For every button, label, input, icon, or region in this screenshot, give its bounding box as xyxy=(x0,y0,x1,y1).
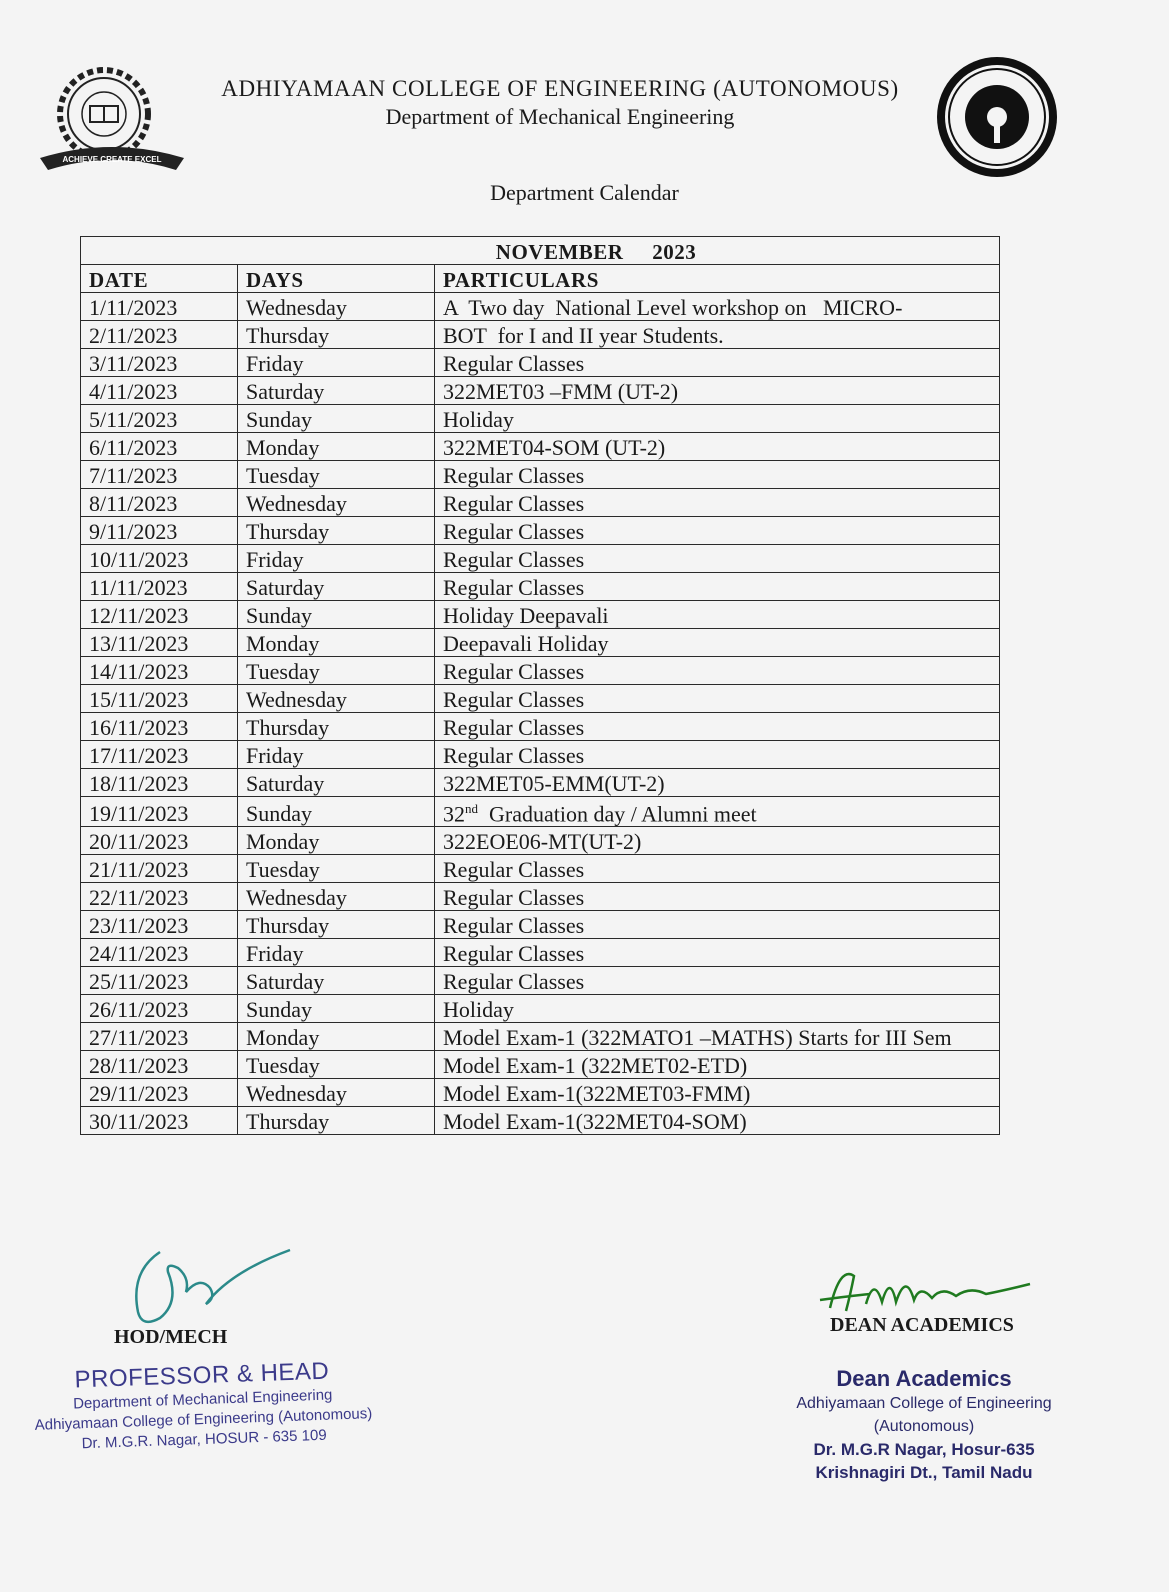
table-row xyxy=(81,1107,1000,1135)
college-logo xyxy=(36,66,188,176)
particulars-cell: Holiday Deepavali xyxy=(435,601,1000,629)
particulars-text: 32 xyxy=(443,801,465,827)
day-cell: Thursday xyxy=(238,713,435,741)
particulars-cell: 322MET03 –FMM (UT-2) xyxy=(435,377,1000,405)
day-cell: Thursday xyxy=(238,517,435,545)
date-cell: 26/11/2023 xyxy=(81,995,238,1023)
date-cell: 4/11/2023 xyxy=(81,377,238,405)
table-row xyxy=(81,433,1000,461)
table-row xyxy=(81,461,1000,489)
particulars-cell: Regular Classes xyxy=(435,855,1000,883)
hod-stamp-line-1: Department of Mechanical Engineering xyxy=(72,1386,333,1413)
particulars-cell: Regular Classes xyxy=(435,461,1000,489)
table-row xyxy=(81,1079,1000,1107)
column-header-days: DAYS xyxy=(238,265,435,293)
table-row xyxy=(81,293,1000,321)
particulars-cell xyxy=(435,797,1000,827)
date-cell: 1/11/2023 xyxy=(81,293,238,321)
date-cell: 9/11/2023 xyxy=(81,517,238,545)
table-row xyxy=(81,995,1000,1023)
particulars-cell: Regular Classes xyxy=(435,741,1000,769)
day-cell: Monday xyxy=(238,827,435,855)
date-cell: 10/11/2023 xyxy=(81,545,238,573)
date-cell: 30/11/2023 xyxy=(81,1107,238,1135)
table-row xyxy=(81,321,1000,349)
table-row xyxy=(81,377,1000,405)
date-cell: 17/11/2023 xyxy=(81,741,238,769)
day-cell: Sunday xyxy=(238,995,435,1023)
particulars-cell: Model Exam-1 (322MATO1 –MATHS) Starts for III Sem xyxy=(435,1023,1000,1051)
department-name: Department of Mechanical Engineering xyxy=(385,104,735,129)
particulars-cell: Model Exam-1(322MET03-FMM) xyxy=(435,1079,1000,1107)
day-cell: Monday xyxy=(238,629,435,657)
particulars-cell: 322EOE06-MT(UT-2) xyxy=(435,827,1000,855)
table-row xyxy=(81,545,1000,573)
day-cell: Friday xyxy=(238,545,435,573)
particulars-cell: BOT for I and II year Students. xyxy=(435,321,1000,349)
day-cell: Thursday xyxy=(238,321,435,349)
day-cell: Saturday xyxy=(238,377,435,405)
day-cell: Friday xyxy=(238,741,435,769)
table-row xyxy=(81,939,1000,967)
date-cell: 11/11/2023 xyxy=(81,573,238,601)
particulars-cell: Deepavali Holiday xyxy=(435,629,1000,657)
table-row xyxy=(81,685,1000,713)
day-cell: Sunday xyxy=(238,601,435,629)
date-cell: 5/11/2023 xyxy=(81,405,238,433)
particulars-cell: Regular Classes xyxy=(435,939,1000,967)
dean-stamp-line-2: Dr. M.G.R Nagar, Hosur-635 xyxy=(813,1440,1035,1459)
document-header xyxy=(200,76,920,130)
date-cell: 15/11/2023 xyxy=(81,685,238,713)
day-cell: Sunday xyxy=(238,797,435,827)
day-cell: Wednesday xyxy=(238,293,435,321)
date-cell: 14/11/2023 xyxy=(81,657,238,685)
date-cell: 18/11/2023 xyxy=(81,769,238,797)
day-cell: Saturday xyxy=(238,967,435,995)
day-cell: Thursday xyxy=(238,1107,435,1135)
dean-stamp-line-1: Adhiyamaan College of Engineering (Autonomous) xyxy=(796,1395,1052,1435)
date-cell: 16/11/2023 xyxy=(81,713,238,741)
date-cell: 6/11/2023 xyxy=(81,433,238,461)
particulars-cell: Regular Classes xyxy=(435,517,1000,545)
college-name: ADHIYAMAAN COLLEGE OF ENGINEERING (AUTONOMOUS) xyxy=(221,76,899,101)
table-row xyxy=(81,741,1000,769)
particulars-cell: A Two day National Level workshop on MICRO- xyxy=(435,293,1000,321)
table-row xyxy=(81,601,1000,629)
table-row xyxy=(81,349,1000,377)
date-cell: 7/11/2023 xyxy=(81,461,238,489)
particulars-cell: 322MET04-SOM (UT-2) xyxy=(435,433,1000,461)
hod-stamp-line-2: Adhiyamaan College of Engineering (Autonomous) xyxy=(34,1405,373,1434)
day-cell: Thursday xyxy=(238,911,435,939)
date-cell: 3/11/2023 xyxy=(81,349,238,377)
date-cell: 13/11/2023 xyxy=(81,629,238,657)
table-row xyxy=(81,713,1000,741)
table-row xyxy=(81,797,1000,827)
day-cell: Wednesday xyxy=(238,883,435,911)
date-cell: 29/11/2023 xyxy=(81,1079,238,1107)
hod-role-label: HOD/MECH xyxy=(114,1326,228,1348)
particulars-cell: Regular Classes xyxy=(435,349,1000,377)
particulars-cell: Regular Classes xyxy=(435,685,1000,713)
particulars-cell: Regular Classes xyxy=(435,967,1000,995)
day-cell: Tuesday xyxy=(238,461,435,489)
particulars-cell: Regular Classes xyxy=(435,713,1000,741)
table-row xyxy=(81,573,1000,601)
dean-stamp-line-3: Krishnagiri Dt., Tamil Nadu xyxy=(815,1463,1033,1482)
dean-stamp-title: Dean Academics xyxy=(836,1366,1012,1391)
ordinal-suffix: nd xyxy=(465,801,478,816)
day-cell: Tuesday xyxy=(238,657,435,685)
date-cell: 20/11/2023 xyxy=(81,827,238,855)
calendar-body xyxy=(81,293,1000,1135)
particulars-cell: Regular Classes xyxy=(435,545,1000,573)
date-cell: 12/11/2023 xyxy=(81,601,238,629)
day-cell: Friday xyxy=(238,939,435,967)
date-cell: 28/11/2023 xyxy=(81,1051,238,1079)
table-row xyxy=(81,769,1000,797)
day-cell: Monday xyxy=(238,433,435,461)
day-cell: Sunday xyxy=(238,405,435,433)
particulars-cell: Regular Classes xyxy=(435,911,1000,939)
dean-stamp xyxy=(744,1366,1104,1484)
day-cell: Tuesday xyxy=(238,855,435,883)
month-heading xyxy=(81,237,1000,265)
particulars-cell: Regular Classes xyxy=(435,573,1000,601)
particulars-text-rest: Graduation day / Alumni meet xyxy=(478,801,757,827)
hod-stamp-title: PROFESSOR & HEAD xyxy=(74,1357,330,1394)
day-cell: Wednesday xyxy=(238,685,435,713)
calendar-table xyxy=(80,236,1000,1135)
particulars-cell: Regular Classes xyxy=(435,883,1000,911)
date-cell: 25/11/2023 xyxy=(81,967,238,995)
month-name: NOVEMBER xyxy=(495,240,624,264)
table-row xyxy=(81,967,1000,995)
table-row xyxy=(81,1023,1000,1051)
day-cell: Wednesday xyxy=(238,1079,435,1107)
column-header-particulars: PARTICULARS xyxy=(435,265,1000,293)
table-row xyxy=(81,1051,1000,1079)
year: 2023 xyxy=(652,240,697,264)
particulars-cell: Model Exam-1(322MET04-SOM) xyxy=(435,1107,1000,1135)
table-row xyxy=(81,855,1000,883)
date-cell: 19/11/2023 xyxy=(81,797,238,827)
day-cell: Saturday xyxy=(238,573,435,601)
day-cell: Friday xyxy=(238,349,435,377)
hod-stamp xyxy=(27,1356,380,1456)
department-logo xyxy=(932,52,1062,182)
svg-text:ACHIEVE CREATE EXCEL: ACHIEVE CREATE EXCEL xyxy=(62,155,162,164)
day-cell: Monday xyxy=(238,1023,435,1051)
dean-role-label: DEAN ACADEMICS xyxy=(830,1314,1014,1336)
date-cell: 27/11/2023 xyxy=(81,1023,238,1051)
table-row xyxy=(81,405,1000,433)
table-row xyxy=(81,489,1000,517)
date-cell: 22/11/2023 xyxy=(81,883,238,911)
table-row xyxy=(81,827,1000,855)
particulars-cell: Regular Classes xyxy=(435,657,1000,685)
table-row xyxy=(81,911,1000,939)
column-header-date: DATE xyxy=(81,265,238,293)
table-row xyxy=(81,517,1000,545)
day-cell: Tuesday xyxy=(238,1051,435,1079)
date-cell: 21/11/2023 xyxy=(81,855,238,883)
day-cell: Saturday xyxy=(238,769,435,797)
particulars-cell: Holiday xyxy=(435,995,1000,1023)
hod-stamp-line-3: Dr. M.G.R. Nagar, HOSUR - 635 109 xyxy=(81,1426,327,1453)
particulars-cell: Model Exam-1 (322MET02-ETD) xyxy=(435,1051,1000,1079)
date-cell: 2/11/2023 xyxy=(81,321,238,349)
table-row xyxy=(81,883,1000,911)
table-row xyxy=(81,629,1000,657)
particulars-cell: Holiday xyxy=(435,405,1000,433)
day-cell: Wednesday xyxy=(238,489,435,517)
particulars-cell: Regular Classes xyxy=(435,489,1000,517)
table-row xyxy=(81,657,1000,685)
date-cell: 8/11/2023 xyxy=(81,489,238,517)
document-title: Department Calendar xyxy=(490,180,679,205)
particulars-cell: 322MET05-EMM(UT-2) xyxy=(435,769,1000,797)
date-cell: 24/11/2023 xyxy=(81,939,238,967)
date-cell: 23/11/2023 xyxy=(81,911,238,939)
